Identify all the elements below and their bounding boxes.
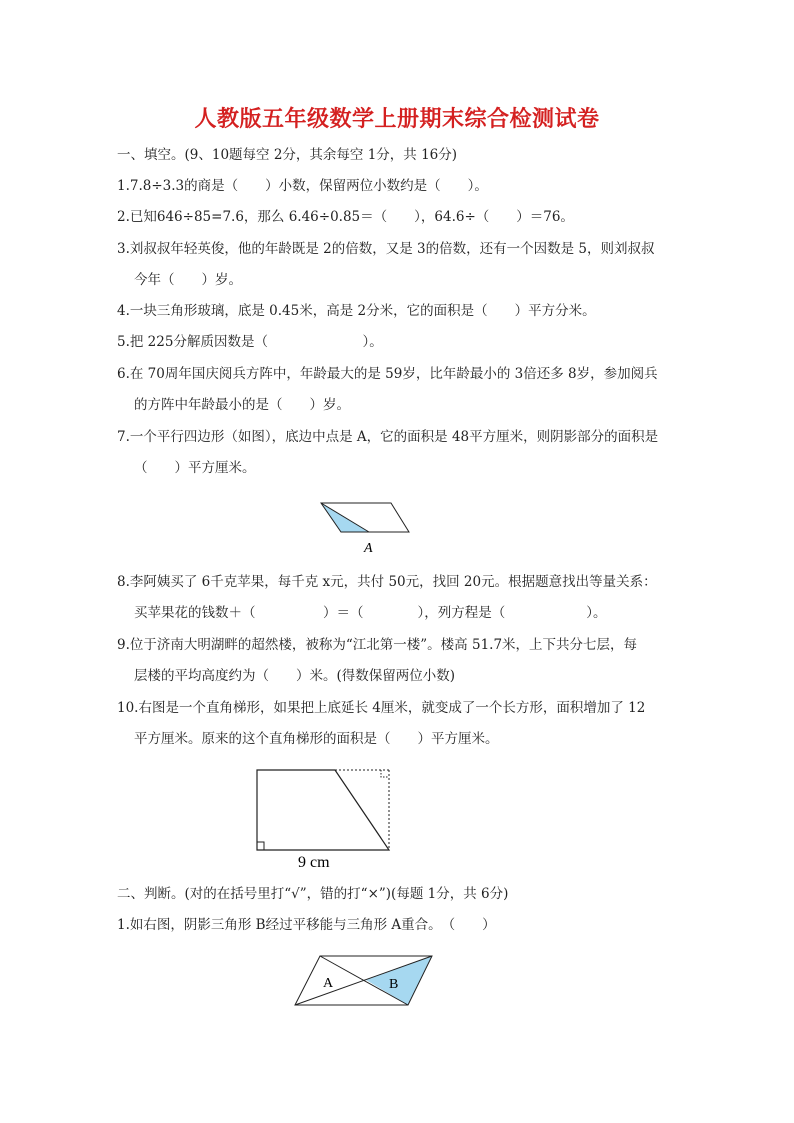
- question-6-line2: 的方阵中年龄最小的是（ ）岁。: [134, 397, 350, 413]
- question-9-line1: 9.位于济南大明湖畔的超然楼，被称为“江北第一楼”。楼高 51.7米，上下共分七层，每: [117, 637, 638, 653]
- question-8-line1: 8.李阿姨买了 6千克苹果，每千克 x元，共付 50元，找回 20元。根据题意找出等量关系：: [117, 574, 657, 590]
- triangles-ab-figure: [290, 952, 440, 1010]
- question-3-line2: 今年（ ）岁。: [134, 272, 242, 288]
- question-2: 2.已知646÷85=7.6，那么 6.46÷0.85＝（ ），64.6÷（ ）＝76。: [117, 209, 574, 225]
- triangle-a-label: A: [323, 976, 334, 991]
- parallelogram-figure: [315, 495, 415, 557]
- right-angle-mark-bottom: [257, 842, 264, 850]
- question-10-line1: 10.右图是一个直角梯形，如果把上底延长 4厘米，就变成了一个长方形，面积增加了 12: [117, 700, 646, 716]
- judge-question-1: 1.如右图，阴影三角形 B经过平移能与三角形 A重合。 （ ）: [117, 917, 496, 933]
- question-9-line2: 层楼的平均高度约为（ ）米。(得数保留两位小数): [134, 668, 456, 684]
- question-3-line1: 3.刘叔叔年轻英俊，他的年龄既是 2的倍数，又是 3的倍数，还有一个因数是 5，则刘叔叔: [117, 241, 655, 257]
- point-a-label: A: [364, 541, 373, 556]
- question-5: 5.把 225分解质因数是（ ）。: [117, 334, 383, 350]
- trapezoid-figure: [250, 762, 400, 874]
- question-6-line1: 6.在 70周年国庆阅兵方阵中，年龄最大的是 59岁，比年龄最小的 3倍还多 8岁，参加阅兵: [117, 366, 658, 382]
- question-7-line2: （ ）平方厘米。: [134, 460, 256, 476]
- question-10-line2: 平方厘米。原来的这个直角梯形的面积是（ ）平方厘米。: [134, 731, 499, 747]
- right-angle-mark-top: [381, 770, 389, 777]
- section2-heading: 二、判断。(对的在括号里打“√”，错的打“×”)(每题 1分，共 6分): [117, 886, 509, 902]
- shaded-triangle-b: [366, 956, 432, 1005]
- question-7-line1: 7.一个平行四边形（如图），底边中点是 A，它的面积是 48平方厘米，则阴影部分的面积是: [117, 429, 659, 445]
- section1-heading: 一、填空。(9、10题每空 2分，其余每空 1分，共 16分): [117, 147, 458, 163]
- trapezoid-outline: [257, 770, 389, 850]
- question-1: 1.7.8÷3.3的商是（ ）小数，保留两位小数约是（ ）。: [117, 178, 488, 194]
- triangle-b-label: B: [389, 977, 399, 992]
- question-8-line2: 买苹果花的钱数＋（ ）＝（ ），列方程是（ ）。: [134, 605, 607, 621]
- page-title: 人教版五年级数学上册期末综合检测试卷: [194, 107, 600, 132]
- question-4: 4.一块三角形玻璃，底是 0.45米，高是 2分米，它的面积是（ ）平方分米。: [117, 303, 596, 319]
- base-length-label: 9 cm: [298, 854, 330, 871]
